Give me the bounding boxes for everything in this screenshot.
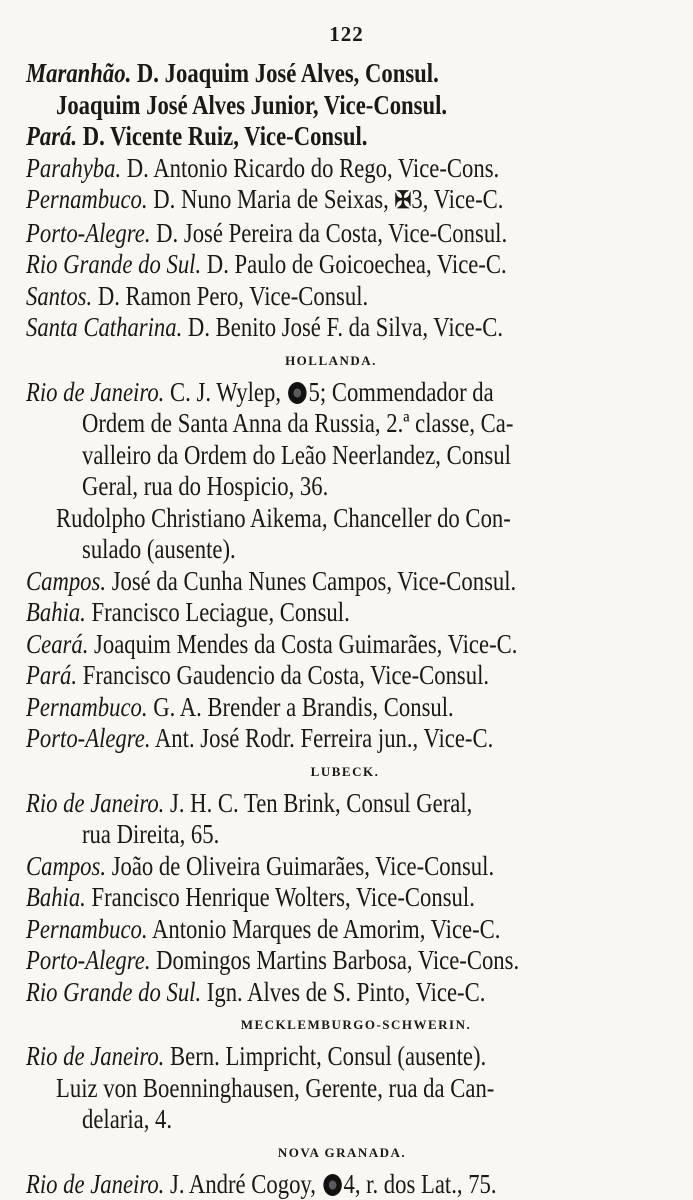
city-name: Parahyba. [26, 153, 121, 183]
order-medal-icon [288, 382, 306, 404]
entry-pernambuco: Pernambuco. Antonio Marques de Amorim, Vice-C. [26, 914, 530, 946]
city-name: Campos. [26, 566, 106, 596]
entry-continuation: Geral, rua do Hospicio, 36. [82, 471, 539, 503]
entry-continuation: rua Direita, 65. [82, 819, 539, 851]
entry-rio-grande-do-sul: Rio Grande do Sul. D. Paulo de Goicoechea, Vice-C. [26, 249, 530, 281]
section-heading-lubeck: LUBECK. [64, 755, 626, 788]
city-name: Ceará. [26, 629, 88, 659]
entry-porto-alegre: Porto-Alegre. Ant. José Rodr. Ferreira jun., Vice-C. [26, 723, 530, 755]
city-name: Porto-Alegre. [26, 945, 151, 975]
entry-continuation: delaria, 4. [82, 1104, 539, 1136]
order-medal-icon [323, 1174, 341, 1196]
entry-rio-grande-do-sul: Rio Grande do Sul. Ign. Alves de S. Pinto, Vice-C. [26, 977, 530, 1009]
entry-continuation: valleiro da Ordem do Leão Neerlandez, Consul [82, 440, 539, 472]
city-name: Santa Catharina. [26, 312, 182, 342]
city-name: Bahia. [26, 882, 86, 912]
city-name: Rio Grande do Sul. [26, 977, 201, 1007]
city-name: Pernambuco. [26, 914, 148, 944]
page-number: 122 [0, 22, 693, 47]
entry-lubeck-rio: Rio de Janeiro. J. H. C. Ten Brink, Consul Geral, [26, 788, 530, 820]
entry-santa-catharina: Santa Catharina. D. Benito José F. da Silva, Vice-C. [26, 312, 530, 344]
page-content [26, 58, 626, 1200]
city-name: Porto-Alegre. [26, 218, 151, 248]
city-name: Santos. [26, 281, 92, 311]
city-name: Pará. [26, 121, 77, 151]
city-name: Rio de Janeiro. [26, 377, 164, 407]
entry-continuation: sulado (ausente). [82, 534, 539, 566]
entry-rudolpho: Rudolpho Christiano Aikema, Chanceller do Con- [56, 503, 535, 535]
section-heading-nova-granada: NOVA GRANADA. [58, 1136, 626, 1169]
entry-santos: Santos. D. Ramon Pero, Vice-Consul. [26, 281, 530, 313]
entry-ceara: Ceará. Joaquim Mendes da Costa Guimarães, Vice-C. [26, 629, 530, 661]
entry-parahyba: Parahyba. D. Antonio Ricardo do Rego, Vice-Cons. [26, 153, 530, 185]
city-name: Pernambuco. [26, 184, 148, 214]
entry-luiz: Luiz von Boenninghausen, Gerente, rua da Can- [56, 1073, 535, 1105]
section-heading-mecklemburgo: MECKLEMBURGO-SCHWERIN. [86, 1008, 626, 1041]
city-name: Pará. [26, 660, 77, 690]
entry-continuation: Ordem de Santa Anna da Russia, 2.ª classe, Ca- [82, 408, 539, 440]
city-name: Campos. [26, 851, 106, 881]
entry-mecklemburgo-rio: Rio de Janeiro. Bern. Limpricht, Consul (ausente). [26, 1041, 530, 1073]
entry-hollanda-rio: Rio de Janeiro. C. J. Wylep, 5; Commendador da [26, 377, 530, 409]
entry-campos: Campos. José da Cunha Nunes Campos, Vice-Consul. [26, 566, 530, 598]
city-name: Pernambuco. [26, 692, 148, 722]
city-name: Rio de Janeiro. [26, 788, 164, 818]
city-name: Rio de Janeiro. [26, 1041, 164, 1071]
entry-para: Pará. D. Vicente Ruiz, Vice-Consul. [26, 121, 530, 153]
section-heading-hollanda: HOLLANDA. [36, 344, 626, 377]
entry-maranhao-consul: Maranhão. D. Joaquim José Alves, Consul. [26, 58, 530, 90]
city-name: Rio de Janeiro. [26, 1169, 164, 1199]
city-name: Bahia. [26, 597, 86, 627]
city-name: Porto-Alegre. [26, 723, 151, 753]
entry-pernambuco: Pernambuco. G. A. Brender a Brandis, Consul. [26, 692, 530, 724]
entry-para: Pará. Francisco Gaudencio da Costa, Vice-Consul. [26, 660, 530, 692]
city-name: Maranhão. [26, 58, 131, 88]
order-cross-icon: ✠ [394, 186, 411, 218]
entry-porto-alegre: Porto-Alegre. Domingos Martins Barbosa, Vice-Cons. [26, 945, 530, 977]
entry-maranhao-vice-consul: Joaquim José Alves Junior, Vice-Consul. [56, 90, 535, 122]
entry-bahia: Bahia. Francisco Leciague, Consul. [26, 597, 530, 629]
entry-campos: Campos. João de Oliveira Guimarães, Vice-Consul. [26, 851, 530, 883]
entry-pernambuco: Pernambuco. D. Nuno Maria de Seixas, ✠3, Vice-C. [26, 184, 530, 218]
entry-nova-granada-rio: Rio de Janeiro. J. André Cogoy, 4, r. dos Lat., 75. [26, 1169, 530, 1200]
entry-porto-alegre: Porto-Alegre. D. José Pereira da Costa, Vice-Consul. [26, 218, 530, 250]
entry-bahia: Bahia. Francisco Henrique Wolters, Vice-Consul. [26, 882, 530, 914]
city-name: Rio Grande do Sul. [26, 249, 201, 279]
